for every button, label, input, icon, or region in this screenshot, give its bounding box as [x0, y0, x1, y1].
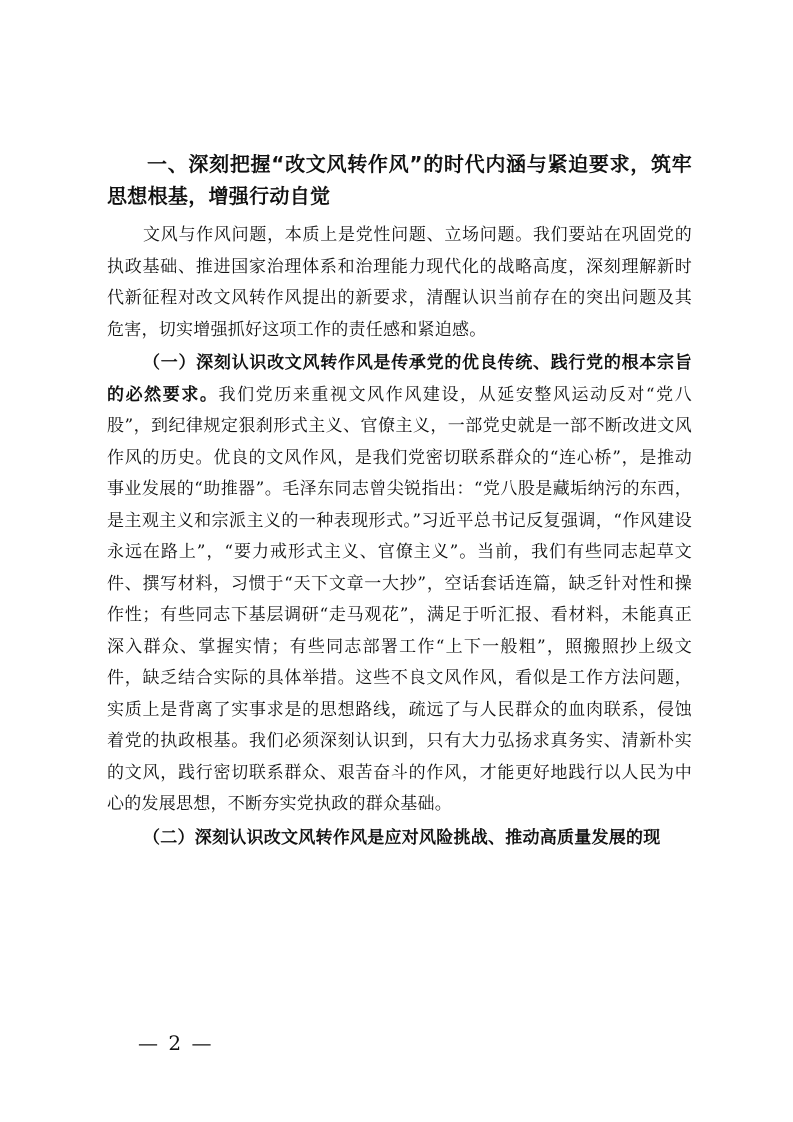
- section-heading: 一、深刻把握“改文风转作风”的时代内涵与紧迫要求，筑牢思想根基，增强行动自觉: [107, 152, 692, 208]
- page-number: — 2 —: [138, 1031, 214, 1055]
- subsection-2-lead: （二）深刻认识改文风转作风是应对风险挑战、推动高质量发展的现: [143, 827, 661, 848]
- paragraph-section-1: [107, 348, 692, 821]
- intro-paragraph: 文风与作风问题，本质上是党性问题、立场问题。我们要站在巩固党的执政基础、推进国家治理体系和治理能力现代化的战略高度，深刻理解新时代新征程对改文风转作风提出的新要求，清醒认识当前存在的突出问题及其危害，切实增强抓好这项工作的责任感和紧迫感。: [107, 225, 692, 340]
- subsection-1-body: 我们党历来重视文风作风建设，从延安整风运动反对“党八股”，到纪律规定狠刹形式主义、官僚主义，一部党史就是一部不断改进文风作风的历史。优良的文风作风，是我们党密切联系群众的“连心桥”，是推动事业发展的“助推器”。毛泽东同志曾尖锐指出：“党八股是藏垢纳污的东西，是主观主义和宗派主义的一种表现形式。”习近平总书记反复强调，“作风建设永远在路上”，“要力戒形式主义、官僚主义”。当前，我们有些同志起草文件、撰写材料，习惯于“天下文章一大抄”，空话套话连篇，缺乏针对性和操作性；有些同志下基层调研“走马观花”，满足于听汇报、看材料，未能真正深入群众、掌握实情；有些同志部署工作“上下一般粗”，照搬照抄上级文件，缺乏结合实际的具体举措。这些不良文风作风，看似是工作方法问题，实质上是背离了实事求是的思想路线，疏远了与人民群众的血肉联系，侵蚀着党的执政根基。我们必须深刻认识到，只有大力弘扬求真务实、清新朴实的文风，践行密切联系群众、艰苦奋斗的作风，才能更好地践行以人民为中心的发展思想，不断夯实党执政的群众基础。: [107, 384, 692, 814]
- paragraph-section-2: [107, 823, 692, 855]
- document-body: [107, 148, 692, 854]
- subsection-1-lead: （一）深刻认识改文风转作风是传承党的优良传统、践行党的根本宗旨的必然要求。: [107, 353, 692, 405]
